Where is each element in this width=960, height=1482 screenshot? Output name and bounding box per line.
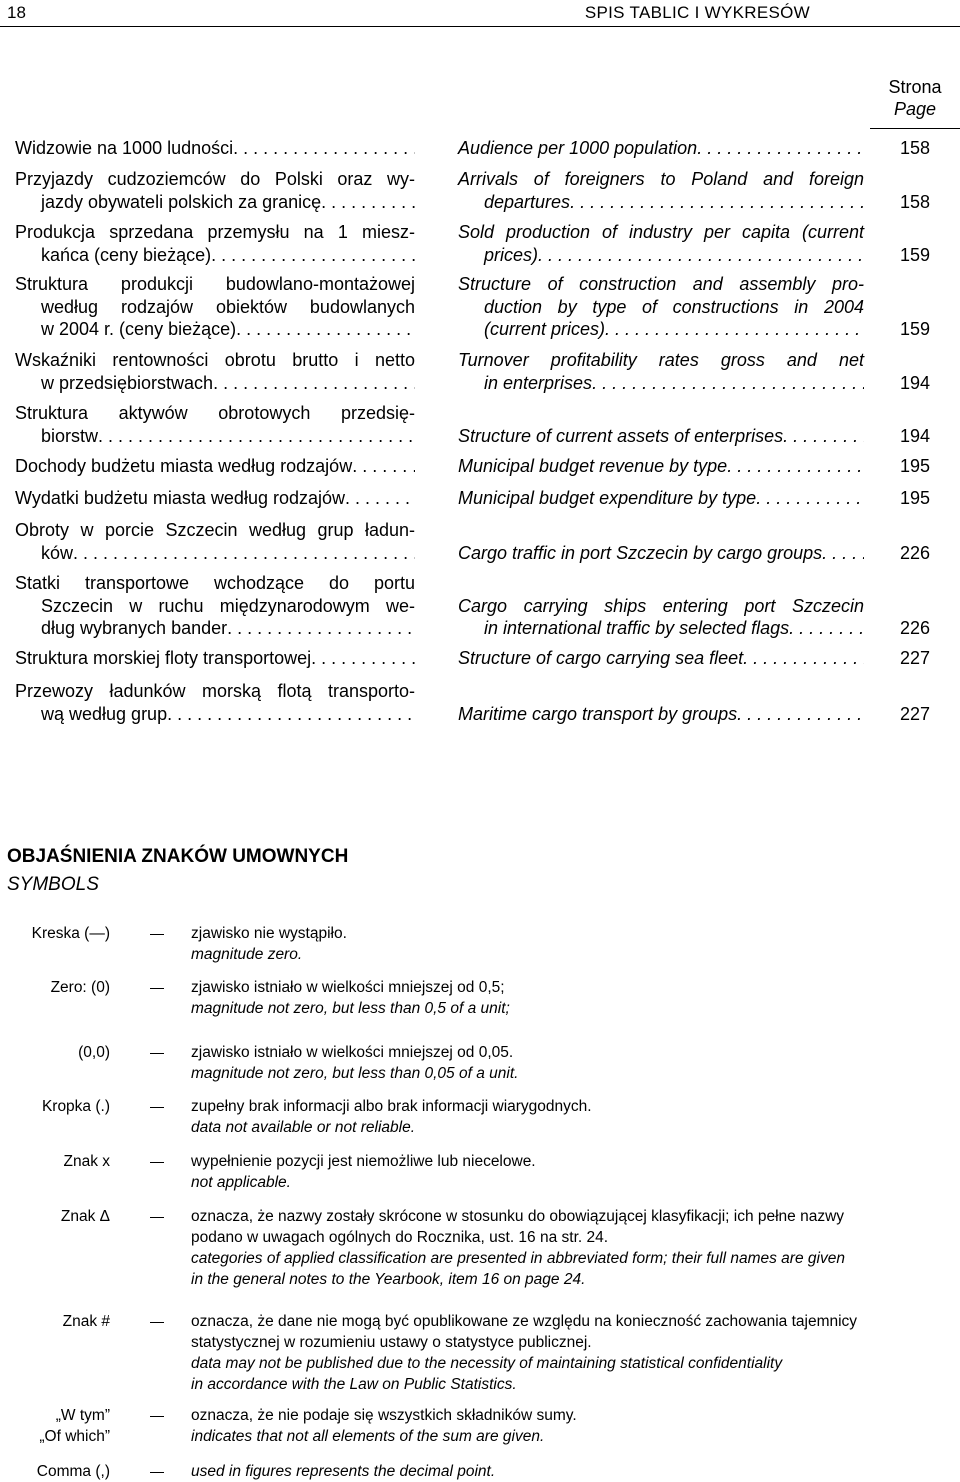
entry-line-text: in international traffic by selected flags — [484, 618, 790, 638]
entry-line-text: Obroty w porcie Szczecin według grup ładun- — [15, 520, 415, 540]
entry-line — [458, 455, 864, 478]
entry-line-text: w przedsiębiorstwach — [41, 372, 214, 393]
dot-leader — [783, 425, 864, 448]
explanation-en — [191, 1172, 941, 1193]
page-number: 18 — [7, 3, 26, 22]
entry-line-text: Produkcja sprzedana przemysłu na 1 miesz- — [15, 222, 415, 242]
entry-line — [15, 244, 415, 267]
symbol-label-line: Comma (,) — [36, 1463, 110, 1480]
explanation-en — [191, 1248, 941, 1290]
entry-page-number: 227 — [899, 648, 931, 668]
entry-page-number: 159 — [899, 319, 931, 339]
dot-leader — [592, 372, 864, 395]
entry-line — [458, 487, 864, 510]
dot-leader — [73, 542, 415, 565]
entry-title-en — [458, 542, 864, 565]
dot-leader — [605, 318, 864, 341]
page-header — [0, 0, 960, 27]
explanation-line: zjawisko nie wystąpiło. — [191, 925, 347, 942]
entry-line-text: w 2004 r. (ceny bieżące) — [41, 319, 237, 339]
dash-separator — [150, 1053, 164, 1054]
symbol-label — [0, 1096, 110, 1117]
explanation-line: data may not be published due to the necessity of maintaining statistical confidentiality — [191, 1355, 783, 1372]
entry-line-text: Arrivals of foreigners to Poland and foreign — [458, 169, 864, 189]
entry-line-text: Statki transportowe wchodzące do portu — [15, 573, 415, 593]
symbol-label-line: Znak # — [62, 1313, 110, 1330]
symbol-label-line: „Of which” — [39, 1428, 110, 1445]
dash-separator — [150, 1162, 164, 1163]
entry-title-en — [458, 137, 864, 160]
entry-page-number: 226 — [899, 618, 931, 638]
symbol-label-line: Znak Δ — [60, 1208, 110, 1225]
dot-leader — [538, 244, 864, 267]
entry-line-text: Wydatki budżetu miasta według rodzajów — [15, 488, 346, 508]
explanation-pl — [191, 977, 941, 998]
entry-title-en — [458, 703, 864, 726]
explanation-line: zjawisko istniało w wielkości mniejszej od 0,5; — [191, 979, 505, 996]
dash-separator — [150, 934, 164, 935]
symbol-explanation — [191, 1151, 941, 1193]
entry-title-pl — [15, 349, 415, 394]
entry-line-text: Cargo traffic in port Szczecin by cargo groups — [458, 542, 823, 563]
explanation-line: oznacza, że nie podaje się wszystkich składników sumy. — [191, 1407, 577, 1424]
dot-leader — [167, 703, 415, 726]
explanation-pl — [191, 1405, 941, 1426]
dot-leader — [321, 191, 415, 214]
symbol-label-line: Kreska (—) — [31, 925, 110, 942]
dot-leader — [789, 617, 864, 640]
entry-title-en — [458, 425, 864, 448]
explanation-line: zupełny brak informacji albo brak informacji wiarygodnych. — [191, 1098, 592, 1115]
entry-line-text: Szczecin w ruchu międzynarodowym we- — [41, 595, 415, 616]
explanation-pl — [191, 1151, 941, 1172]
entry-line-text: Structure of cargo carrying sea fleet — [458, 648, 744, 668]
entry-page-number: 159 — [899, 244, 931, 265]
entry-line-text: Przewozy ładunków morską flotą transporto- — [15, 681, 415, 701]
entry-line-text: Struktura morskiej floty transportowej — [15, 648, 312, 668]
entry-line-text: (current prices) — [484, 319, 606, 339]
entry-page-number: 195 — [899, 488, 931, 508]
dash-separator — [150, 1322, 164, 1323]
running-title: SPIS TABLIC I WYKRESÓW — [584, 3, 810, 22]
explanation-line: not applicable. — [191, 1174, 291, 1191]
entry-title-pl — [15, 572, 415, 640]
entry-line — [458, 318, 864, 341]
entry-line-text: kańca (ceny bieżące) — [41, 244, 212, 265]
entry-line — [458, 425, 864, 448]
entry-line — [458, 617, 864, 640]
explanation-en — [191, 998, 941, 1019]
entry-line — [15, 296, 415, 319]
dash-separator — [150, 988, 164, 989]
dash-separator — [150, 1107, 164, 1108]
dot-leader — [236, 318, 415, 341]
symbol-explanation — [191, 1311, 941, 1395]
symbol-label — [0, 1405, 110, 1447]
entry-line — [458, 595, 864, 618]
column-header-en: Page — [893, 99, 937, 119]
entry-line — [15, 617, 415, 640]
dot-leader — [211, 244, 415, 267]
entry-title-pl — [15, 273, 415, 341]
legend-title: OBJAŚNIENIA ZNAKÓW UMOWNYCH — [7, 846, 349, 867]
entry-line-text: Maritime cargo transport by groups — [458, 703, 738, 724]
entry-line-text: według rodzajów obiektów budowlanych — [41, 296, 415, 317]
entry-page-number: 158 — [899, 191, 931, 212]
entry-line — [15, 168, 415, 191]
entry-line — [458, 137, 864, 160]
dot-leader — [727, 455, 864, 478]
dash-separator — [150, 1472, 164, 1473]
explanation-line: oznacza, że nazwy zostały skrócone w stosunku do obowiązującej klasyfikacji; ich pełne nazwy — [191, 1208, 845, 1225]
explanation-line: magnitude not zero, but less than 0,5 of a unit; — [191, 1000, 510, 1017]
dot-leader — [743, 647, 864, 670]
entry-line-text: Wskaźniki rentowności obrotu brutto i netto — [15, 350, 415, 370]
entry-line — [15, 349, 415, 372]
entry-title-pl — [15, 168, 415, 213]
entry-line-text: biorstw — [41, 425, 99, 446]
explanation-line: in accordance with the Law on Public Statistics. — [191, 1376, 517, 1393]
entry-line — [15, 273, 415, 296]
entry-line — [458, 372, 864, 395]
entry-line-text: departures — [484, 191, 571, 212]
entry-page-number: 194 — [899, 425, 931, 446]
entry-page-number: 227 — [899, 703, 931, 724]
entry-line — [458, 703, 864, 726]
column-header-pl: Strona — [888, 77, 942, 97]
symbol-label-line: Zero: (0) — [50, 979, 110, 996]
explanation-line: statystycznej w rozumieniu ustawy o statystyce publicznej. — [191, 1334, 592, 1351]
entry-line — [15, 318, 415, 341]
entry-line-text: in enterprises — [484, 372, 593, 393]
entry-line — [458, 349, 864, 372]
symbol-explanation — [191, 1206, 941, 1290]
explanation-line: wypełnienie pozycji jest niemożliwe lub niecelowe. — [191, 1153, 536, 1170]
entry-line-text: Przyjazdy cudzoziemców do Polski oraz wy- — [15, 169, 415, 189]
dash-separator — [150, 1416, 164, 1417]
dot-leader — [345, 487, 415, 510]
entry-page-number: 158 — [899, 138, 931, 158]
explanation-en — [191, 1353, 941, 1395]
legend-subtitle: SYMBOLS — [7, 874, 99, 895]
symbol-label — [0, 977, 110, 998]
dot-leader — [756, 487, 864, 510]
dash-separator — [150, 1217, 164, 1218]
entry-title-pl — [15, 519, 415, 564]
entry-line-text: Struktura aktywów obrotowych przedsię- — [15, 403, 415, 423]
entry-line-text: duction by type of constructions in 2004 — [484, 296, 864, 317]
entry-page-number: 226 — [899, 542, 931, 563]
entry-line-text: dług wybranych bander — [41, 618, 228, 638]
entry-title-pl — [15, 680, 415, 725]
symbol-label-line: Znak x — [63, 1153, 110, 1170]
entry-line — [15, 647, 415, 670]
entry-line-text: Sold production of industry per capita (current — [458, 222, 864, 242]
entry-line-text: Municipal budget expenditure by type — [458, 488, 757, 508]
entry-line — [15, 372, 415, 395]
entry-title-en — [458, 273, 864, 341]
entry-line — [15, 519, 415, 542]
explanation-en — [191, 1117, 941, 1138]
entry-page-number: 194 — [899, 372, 931, 393]
entry-title-en — [458, 647, 864, 670]
entry-line — [15, 221, 415, 244]
dot-leader — [311, 647, 415, 670]
explanation-line: data not available or not reliable. — [191, 1119, 416, 1136]
explanation-en — [191, 1461, 941, 1482]
entry-line — [458, 273, 864, 296]
symbol-label — [0, 923, 110, 944]
explanation-line: magnitude zero. — [191, 946, 303, 963]
symbol-explanation — [191, 1405, 941, 1447]
dot-leader — [822, 542, 864, 565]
explanation-pl — [191, 1206, 941, 1248]
dot-leader — [697, 137, 864, 160]
entry-line — [15, 595, 415, 618]
entry-line-text: prices) — [484, 244, 539, 265]
entry-line-text: Widzowie na 1000 ludności — [15, 138, 234, 158]
entry-line-text: jazdy obywateli polskich za granicę — [41, 191, 322, 212]
entry-title-pl — [15, 487, 415, 510]
entry-title-pl — [15, 402, 415, 447]
explanation-line: indicates that not all elements of the sum are given. — [191, 1428, 545, 1445]
symbol-label — [0, 1042, 110, 1063]
entry-line — [15, 425, 415, 448]
entry-title-pl — [15, 647, 415, 670]
entry-line — [15, 455, 415, 478]
explanation-pl — [191, 1042, 941, 1063]
symbol-label-line: Kropka (.) — [41, 1098, 110, 1115]
dot-leader — [233, 137, 415, 160]
entry-line — [458, 168, 864, 191]
entry-line-text: Audience per 1000 population — [458, 138, 698, 158]
entry-line — [15, 572, 415, 595]
entry-line — [15, 487, 415, 510]
explanation-line: oznacza, że dane nie mogą być opublikowane ze względu na konieczność zachowania tajemnicy — [191, 1313, 858, 1330]
symbol-explanation — [191, 1096, 941, 1138]
symbol-label-line: (0,0) — [78, 1044, 110, 1061]
explanation-pl — [191, 923, 941, 944]
entry-page-number: 195 — [899, 456, 931, 476]
entry-line — [458, 542, 864, 565]
explanation-line: zjawisko istniało w wielkości mniejszej od 0,05. — [191, 1044, 514, 1061]
entry-line — [15, 542, 415, 565]
entry-line-text: Structure of construction and assembly pro- — [458, 274, 864, 294]
entry-title-pl — [15, 221, 415, 266]
entry-line-text: Struktura produkcji budowlano-montażowej — [15, 274, 415, 294]
explanation-pl — [191, 1311, 941, 1353]
entry-line-text: Dochody budżetu miasta według rodzajów — [15, 456, 353, 476]
entry-line — [15, 191, 415, 214]
explanation-en — [191, 944, 941, 965]
dot-leader — [737, 703, 864, 726]
entry-line — [15, 137, 415, 160]
entry-title-en — [458, 221, 864, 266]
dot-leader — [570, 191, 864, 214]
symbol-label — [0, 1151, 110, 1172]
entry-line — [458, 221, 864, 244]
dot-leader — [98, 425, 415, 448]
entry-line-text: Cargo carrying ships entering port Szczecin — [458, 595, 864, 616]
entry-line — [458, 191, 864, 214]
explanation-en — [191, 1063, 941, 1084]
symbol-explanation — [191, 977, 941, 1019]
explanation-line: used in figures represents the decimal point. — [191, 1463, 496, 1480]
entry-title-en — [458, 349, 864, 394]
entry-title-en — [458, 487, 864, 510]
explanation-en — [191, 1426, 941, 1447]
entry-line-text: Turnover profitability rates gross and net — [458, 350, 864, 370]
entry-title-pl — [15, 455, 415, 478]
dot-leader — [227, 617, 415, 640]
entry-line — [458, 296, 864, 319]
explanation-line: in the general notes to the Yearbook, item 16 on page 24. — [191, 1271, 586, 1288]
entry-line-text: Municipal budget revenue by type — [458, 456, 728, 476]
symbol-label — [0, 1206, 110, 1227]
entry-line — [15, 402, 415, 425]
dot-leader — [213, 372, 415, 395]
entry-line — [15, 680, 415, 703]
symbol-explanation — [191, 1461, 941, 1482]
entry-line-text: ków — [41, 542, 74, 563]
explanation-line: categories of applied classification are presented in abbreviated form; their full names are given — [191, 1250, 845, 1267]
explanation-pl — [191, 1096, 941, 1117]
entry-title-pl — [15, 137, 415, 160]
symbol-explanation — [191, 923, 941, 965]
explanation-line: magnitude not zero, but less than 0,05 of a unit. — [191, 1065, 519, 1082]
entry-line-text: Structure of current assets of enterprises — [458, 425, 784, 446]
entry-title-en — [458, 168, 864, 213]
entry-title-en — [458, 455, 864, 478]
explanation-line: podano w uwagach ogólnych do Rocznika, ust. 16 na str. 24. — [191, 1229, 609, 1246]
dot-leader — [352, 455, 415, 478]
entry-line — [458, 647, 864, 670]
symbol-label — [0, 1461, 110, 1482]
entry-line — [458, 244, 864, 267]
entry-title-en — [458, 595, 864, 640]
symbol-label-line: „W tym” — [55, 1407, 110, 1424]
symbol-explanation — [191, 1042, 941, 1084]
entry-line-text: wą według grup — [41, 703, 168, 724]
page-column-header — [870, 76, 960, 129]
entry-line — [15, 703, 415, 726]
symbol-label — [0, 1311, 110, 1332]
